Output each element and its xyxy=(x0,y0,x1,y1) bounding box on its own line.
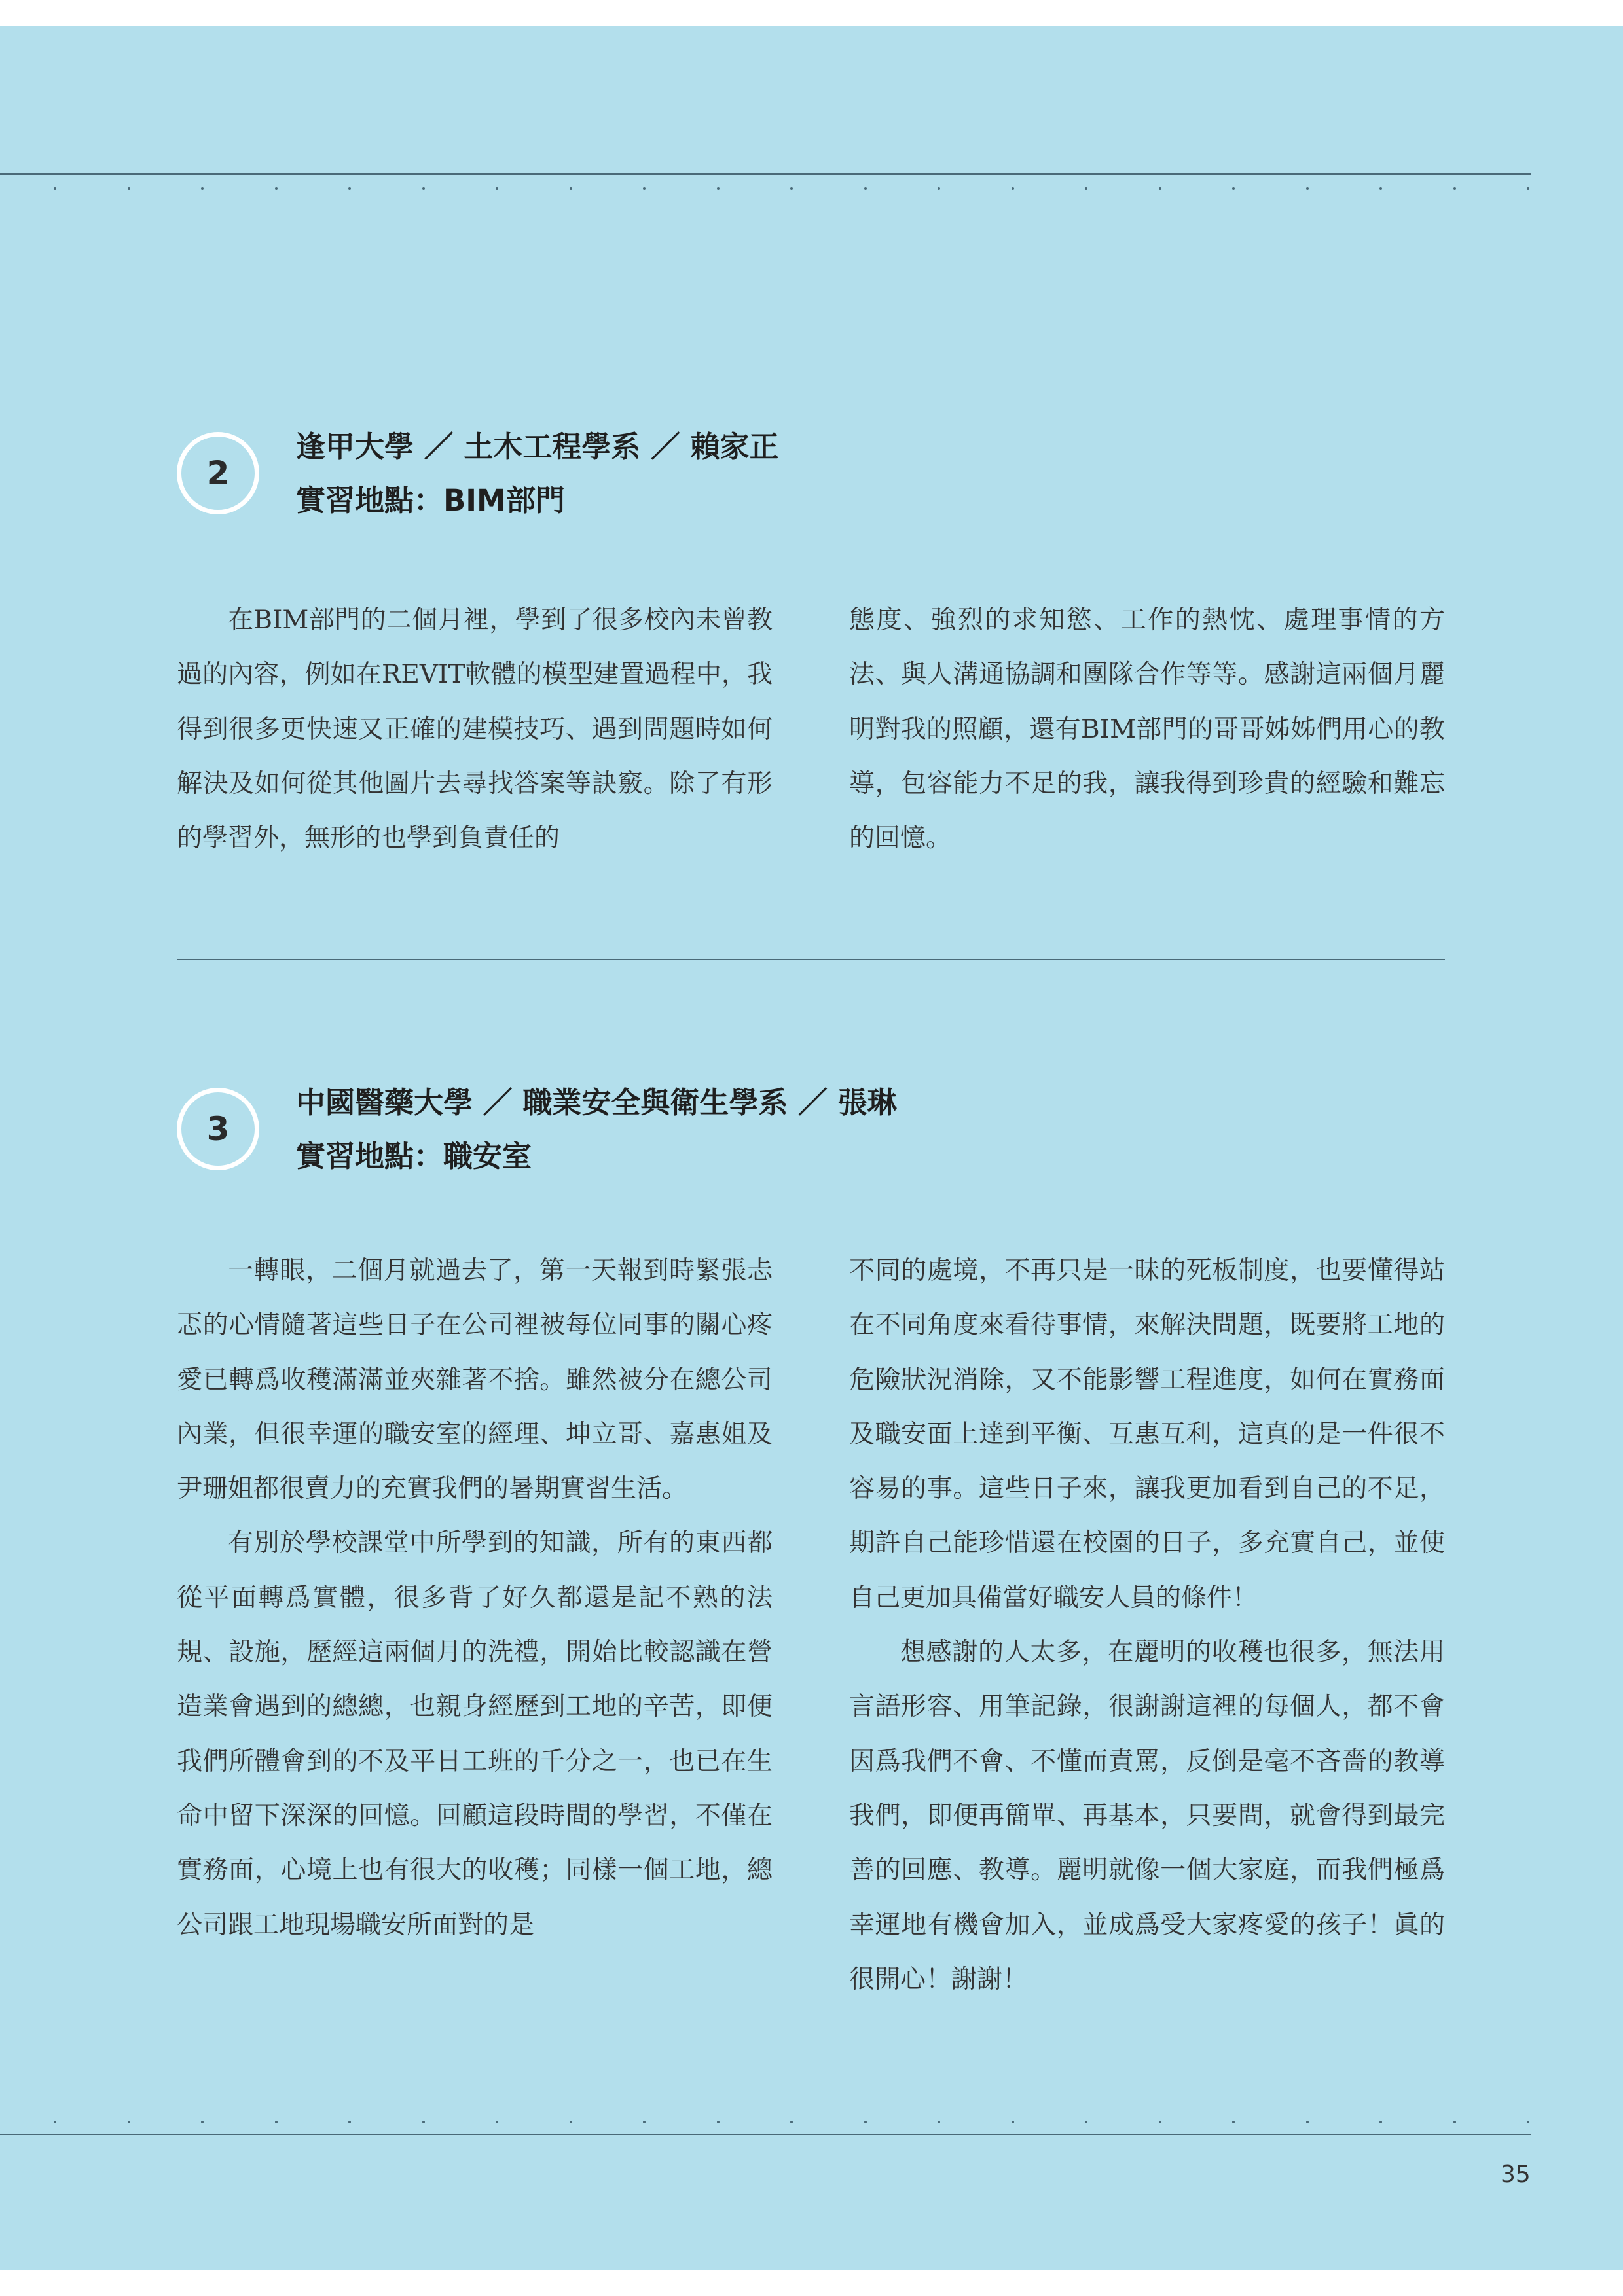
dot xyxy=(570,187,572,190)
dot xyxy=(1527,2121,1529,2123)
dot xyxy=(1085,187,1087,190)
dot xyxy=(348,187,351,190)
section-heading: 逢甲大學 ／ 土木工程學系 ／ 賴家正 xyxy=(296,429,779,464)
paragraph: 態度、強烈的求知慾、工作的熱忱、處理事情的方法、與人溝通協調和團隊合作等等。感謝這兩個月麗明對我的照顧，還有BIM部門的哥哥姊姊們用心的教導，包容能力不足的我，讓我得到珍貴的經驗和難忘的回憶。 xyxy=(849,605,1445,853)
dot xyxy=(201,187,204,190)
dot xyxy=(496,187,498,190)
dot xyxy=(128,2121,130,2123)
dot xyxy=(938,2121,940,2123)
dot xyxy=(1453,187,1456,190)
page-number: 35 xyxy=(1501,2161,1531,2188)
dot xyxy=(422,2121,425,2123)
dot xyxy=(1159,187,1161,190)
section-number-badge xyxy=(177,1088,259,1170)
page-background xyxy=(0,26,1623,2270)
dot xyxy=(717,187,720,190)
dot xyxy=(570,2121,572,2123)
internship-location: 實習地點：BIM部門 xyxy=(296,483,565,518)
left-column xyxy=(177,593,773,865)
dot xyxy=(1306,2121,1309,2123)
dot xyxy=(1085,2121,1087,2123)
section-heading: 中國醫藥大學 ／ 職業安全與衛生學系 ／ 張琳 xyxy=(296,1085,897,1120)
dot xyxy=(864,2121,867,2123)
paragraph: 有別於學校課堂中所學到的知識，所有的東西都從平面轉爲實體，很多背了好久都還是記不熟的法規、設施，歷經這兩個月的洗禮，開始比較認識在營造業會遇到的總總，也親身經歷到工地的辛苦，即便我們所體會到的不及平日工班的千分之一，也已在生命中留下深深的回憶。回顧這段時間的學習，不僅在實務面，心境上也有很大的收穫；同樣一個工地，總公司跟工地現場職安所面對的是 xyxy=(177,1528,773,1940)
dot xyxy=(1379,187,1382,190)
paragraph: 一轉眼，二個月就過去了，第一天報到時緊張忐忑的心情隨著這些日子在公司裡被每位同事的關心疼愛已轉爲收穫滿滿並夾雜著不捨。雖然被分在總公司內業，但很幸運的職安室的經理、坤立哥、嘉惠姐及尹珊姐都很賣力的充實我們的暑期實習生活。 xyxy=(177,1256,773,1504)
section-number-badge xyxy=(177,432,259,514)
top-dot-row xyxy=(0,187,1571,191)
section-number: 3 xyxy=(206,1110,230,1148)
dot xyxy=(422,187,425,190)
paragraph: 不同的處境，不再只是一昧的死板制度，也要懂得站在不同角度來看待事情，來解決問題，既要將工地的危險狀況消除，又不能影響工程進度，如何在實務面及職安面上達到平衡、互惠互利，這真的是一件很不容易的事。這些日子來，讓我更加看到自己的不足，期許自己能珍惜還在校園的日子，多充實自己，並使自己更加具備當好職安人員的條件！ xyxy=(849,1256,1445,1613)
dot xyxy=(1453,2121,1456,2123)
paragraph: 在BIM部門的二個月裡，學到了很多校內未曾教過的內容，例如在REVIT軟體的模型建置過程中，我得到很多更快速又正確的建模技巧、遇到問題時如何解決及如何從其他圖片去尋找答案等訣竅。除了有形的學習外，無形的也學到負責任的 xyxy=(177,605,773,853)
dot xyxy=(1159,2121,1161,2123)
dot xyxy=(128,187,130,190)
bottom-rule xyxy=(0,2134,1531,2135)
dot xyxy=(1012,2121,1014,2123)
dot xyxy=(1232,2121,1235,2123)
dot xyxy=(201,2121,204,2123)
section-number: 2 xyxy=(206,454,230,492)
section-divider xyxy=(177,959,1445,960)
dot xyxy=(275,187,278,190)
dot xyxy=(1306,187,1309,190)
dot xyxy=(1379,2121,1382,2123)
bottom-dot-row xyxy=(0,2121,1571,2125)
left-column xyxy=(177,1244,773,1952)
dot xyxy=(1232,187,1235,190)
dot xyxy=(54,2121,56,2123)
dot xyxy=(864,187,867,190)
dot xyxy=(1012,187,1014,190)
dot xyxy=(717,2121,720,2123)
dot xyxy=(643,187,646,190)
paragraph: 想感謝的人太多，在麗明的收穫也很多，無法用言語形容、用筆記錄，很謝謝這裡的每個人，都不會因爲我們不會、不懂而責罵，反倒是毫不吝嗇的教導我們，即便再簡單、再基本，只要問，就會得到最完善的回應、教導。麗明就像一個大家庭，而我們極爲幸運地有機會加入，並成爲受大家疼愛的孩子！眞的很開心！謝謝！ xyxy=(849,1638,1445,1994)
dot xyxy=(790,2121,793,2123)
dot xyxy=(275,2121,278,2123)
dot xyxy=(348,2121,351,2123)
dot xyxy=(643,2121,646,2123)
dot xyxy=(1527,187,1529,190)
dot xyxy=(496,2121,498,2123)
dot xyxy=(938,187,940,190)
right-column xyxy=(849,593,1445,865)
dot xyxy=(790,187,793,190)
dot xyxy=(54,187,56,190)
top-rule xyxy=(0,173,1531,175)
right-column xyxy=(849,1244,1445,2007)
internship-location: 實習地點：職安室 xyxy=(296,1139,532,1174)
